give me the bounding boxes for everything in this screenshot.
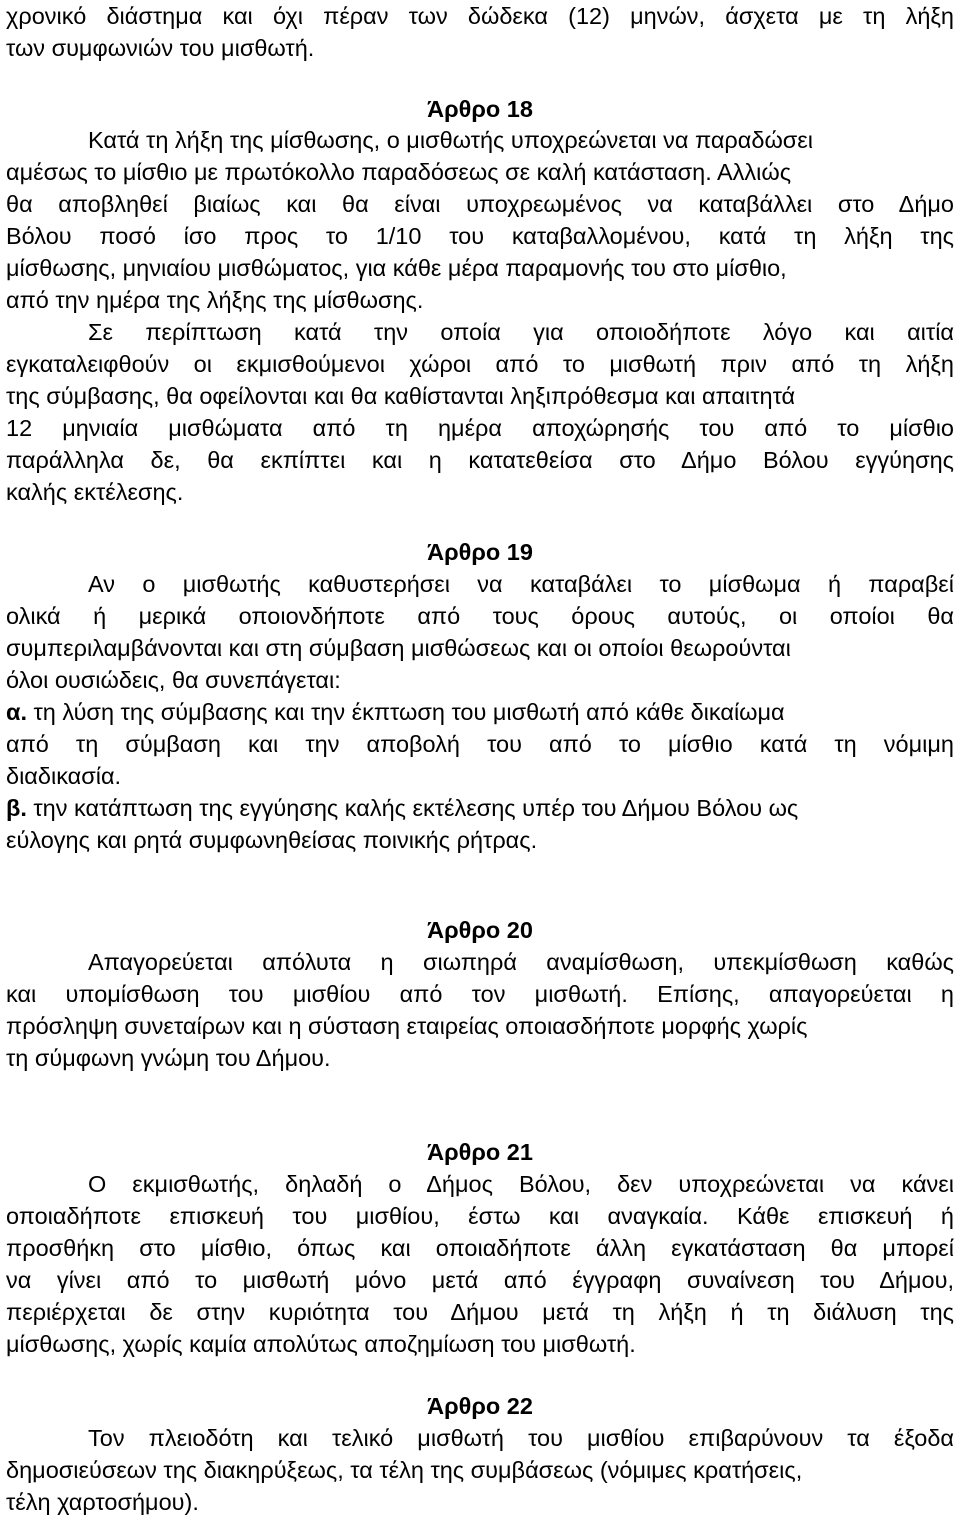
article-18-line-5: μίσθωσης, μηνιαίου μισθώματος, για κάθε μέρα παραμονής του στο μίσθιο,	[6, 255, 787, 281]
article-18-line-11: παράλληλα δε, θα εκπίπτει και η κατατεθείσα στο Δήμο Βόλου εγγύησης	[6, 447, 954, 473]
article-18-line-3: θα αποβληθεί βιαίως και θα είναι υποχρεωμένος να καταβάλλει στο Δήμο	[6, 191, 954, 217]
article-18-line-6: από την ημέρα της λήξης της μίσθωσης.	[6, 287, 424, 313]
article-18-line-1: Κατά τη λήξη της μίσθωσης, ο μισθωτής υποχρεώνεται να παραδώσει	[88, 127, 813, 153]
article-19-item-a-line-1: τη λύση της σύμβασης και την έκπτωση του μισθωτή από κάθε δικαίωμα	[26, 699, 785, 725]
intro-line-1: χρονικό διάστημα και όχι πέραν των δώδεκα (12) μηνών, άσχετα με τη λήξη	[6, 3, 954, 29]
article-20-line-3: πρόσληψη συνεταίρων και η σύσταση εταιρείας οποιασδήποτε μορφής χωρίς	[6, 1013, 808, 1039]
article-18-line-7: Σε περίπτωση κατά την οποία για οποιοδήποτε λόγο και αιτία	[88, 319, 954, 345]
article-22-heading: Άρθρο 22	[427, 1393, 533, 1419]
article-18-heading: Άρθρο 18	[427, 96, 533, 122]
article-19-line-1: Αν ο μισθωτής καθυστερήσει να καταβάλει το μίσθωμα ή παραβεί	[88, 571, 954, 597]
article-19-line-4: όλοι ουσιώδεις, θα συνεπάγεται:	[6, 667, 341, 693]
article-19-item-b-first-line	[6, 792, 798, 824]
article-18-line-2: αμέσως το μίσθιο με πρωτόκολλο παραδόσεως σε καλή κατάσταση. Αλλιώς	[6, 159, 792, 185]
article-21-line-1: Ο εκμισθωτής, δηλαδή ο Δήμος Βόλου, δεν υποχρεώνεται να κάνει	[88, 1171, 954, 1197]
article-22-line-2: δημοσιεύσεων της διακηρύξεως, τα τέλη της συμβάσεως (νόμιμες κρατήσεις,	[6, 1457, 803, 1483]
article-21-line-6: μίσθωσης, χωρίς καμία απολύτως αποζημίωση του μισθωτή.	[6, 1331, 636, 1357]
article-21-line-3: προσθήκη στο μίσθιο, όπως και οποιαδήποτε άλλη εγκατάσταση θα μπορεί	[6, 1235, 954, 1261]
article-19-item-a-marker: α.	[6, 699, 27, 725]
article-19-line-3: συμπεριλαμβάνονται και στη σύμβαση μισθώσεως και οι οποίοι θεωρούνται	[6, 635, 791, 661]
article-19-item-a-line-2: από τη σύμβαση και την αποβολή του από το μίσθιο κατά τη νόμιμη	[6, 731, 954, 757]
article-21-heading: Άρθρο 21	[427, 1139, 533, 1165]
article-21-line-5: περιέρχεται δε στην κυριότητα του Δήμου μετά τη λήξη ή τη διάλυση της	[6, 1299, 954, 1325]
article-20-line-4: τη σύμφωνη γνώμη του Δήμου.	[6, 1045, 331, 1071]
article-18-line-8: εγκαταλειφθούν οι εκμισθούμενοι χώροι από το μισθωτή πριν από τη λήξη	[6, 351, 954, 377]
intro-line-2: των συμφωνιών του μισθωτή.	[6, 35, 315, 61]
article-20-line-2: και υπομίσθωση του μισθίου από τον μισθωτή. Επίσης, απαγορεύεται η	[6, 981, 954, 1007]
article-19-item-b-line-1: την κατάπτωση της εγγύησης καλής εκτέλεσης υπέρ του Δήμου Βόλου ως	[26, 795, 799, 821]
article-20-line-1: Απαγορεύεται απόλυτα η σιωπηρά αναμίσθωση, υπεκμίσθωση καθώς	[88, 949, 954, 975]
article-18-line-12: καλής εκτέλεσης.	[6, 479, 184, 505]
article-21-line-2: οποιαδήποτε επισκευή του μισθίου, έστω και αναγκαία. Κάθε επισκευή ή	[6, 1203, 954, 1229]
article-19-line-2: ολικά ή μερικά οποιονδήποτε από τους όρους αυτούς, οι οποίοι θα	[6, 603, 954, 629]
article-19-item-a-first-line	[6, 696, 785, 728]
article-19-item-a-line-3: διαδικασία.	[6, 763, 122, 789]
article-19-item-b-line-2: εύλογης και ρητά συμφωνηθείσας ποινικής ρήτρας.	[6, 827, 538, 853]
article-20-heading: Άρθρο 20	[427, 917, 533, 943]
article-19-item-b-marker: β.	[6, 795, 27, 821]
article-18-line-4: Βόλου ποσό ίσο προς το 1/10 του καταβαλλομένου, κατά τη λήξη της	[6, 223, 954, 249]
article-22-line-1: Τον πλειοδότη και τελικό μισθωτή του μισθίου επιβαρύνουν τα έξοδα	[88, 1425, 954, 1451]
article-18-line-9: της σύμβασης, θα οφείλονται και θα καθίστανται ληξιπρόθεσμα και απαιτητά	[6, 383, 796, 409]
article-18-line-10: 12 μηνιαία μισθώματα από τη ημέρα αποχώρησής του από το μίσθιο	[6, 415, 954, 441]
article-21-line-4: να γίνει από το μισθωτή μόνο μετά από έγγραφη συναίνεση του Δήμου,	[6, 1267, 954, 1293]
article-19-heading: Άρθρο 19	[427, 539, 533, 565]
article-22-line-3: τέλη χαρτοσήμου).	[6, 1489, 199, 1515]
